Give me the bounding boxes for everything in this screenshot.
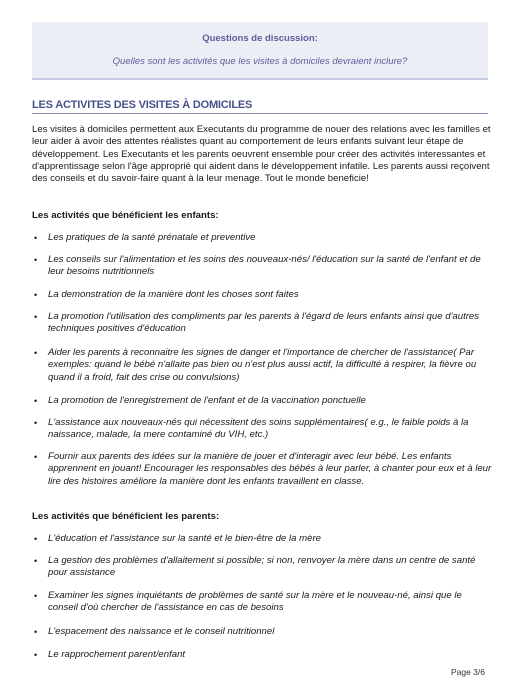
discussion-box [32, 22, 488, 80]
bullet-icon: • [34, 290, 38, 300]
list-item [32, 626, 492, 638]
intro-paragraph: Les visites à domiciles permettent aux Executants du programme de nouer des relations avec les familles et leur aider à avoir des attentes réalistes quant au comportement de leurs enfants suivant leur étape de développement. Les Executants et les parents oeuvrent ensemble pour créer des activités interessantes et d'apprentissage selon l'âge approprié qui aident dans le développement infatile. Les parents aussi reçoivent des conseils et du savoir-faire quant à la leur menage. Tout le monde beneficie! [32, 124, 491, 185]
parents-activities-heading: Les activités que bénéficient les parents: [32, 511, 220, 522]
bullet-icon: • [34, 627, 38, 637]
list-item-text: Fournir aux parents des idées sur la manière de jouer et d'interagir avec leur bébé. Les enfants apprennent en jouant! Encourager les responsables des bébés à leur parler, à chanter pour eux et à leur lire des histoires améliore la manière dont les enfants travaillent en classe. [48, 451, 492, 487]
list-item [32, 649, 492, 661]
list-item [32, 311, 492, 336]
list-item-text: Examiner les signes inquiétants de problèmes de santé sur la mère et le nouveau-né, ainsi que le conseil d'où chercher de l'assistance en cas de besoins [48, 590, 462, 614]
list-item-text: L'espacement des naissance et le conseil nutritionnel [48, 626, 275, 637]
bullet-icon: • [34, 534, 38, 544]
list-item [32, 232, 492, 244]
section-divider [32, 113, 488, 114]
bullet-icon: • [34, 418, 38, 428]
section-title: LES ACTIVITES DES VISITES À DOMICILES [32, 99, 253, 111]
list-item [32, 395, 492, 407]
list-item [32, 289, 492, 301]
list-item-text: La gestion des problèmes d'allaitement si possible; si non, renvoyer la mère dans un centre de santé pour assistance [48, 555, 476, 579]
list-item [32, 451, 492, 488]
bullet-icon: • [34, 650, 38, 660]
list-item [32, 254, 492, 279]
discussion-title: Questions de discussion: [202, 33, 318, 44]
list-item-text: L'assistance aux nouveaux-nés qui nécessitent des soins supplémentaires( e.g., le faible poids à la naissance, malade, la mere contaminé du VIH, etc.) [48, 417, 469, 441]
bullet-icon: • [34, 396, 38, 406]
bullet-icon: • [34, 255, 38, 265]
discussion-question: Quelles sont les activités que les visites à domiciles devraient inclure? [112, 56, 408, 67]
list-item [32, 417, 492, 442]
list-item-text: L'éducation et l'assistance sur la santé et le bien-être de la mère [48, 533, 321, 544]
list-item [32, 533, 492, 545]
bullet-icon: • [34, 556, 38, 566]
list-item-text: La promotion l'utilisation des compliments par les parents à l'égard de leurs enfants ainsi que d'autres techniques positives d'éducation [48, 311, 480, 335]
list-item-text: Les pratiques de la santé prénatale et preventive [48, 232, 256, 243]
list-item [32, 555, 492, 580]
list-item-text: Le rapprochement parent/enfant [48, 649, 186, 660]
bullet-icon: • [34, 233, 38, 243]
bullet-icon: • [34, 312, 38, 322]
list-item-text: Les conseils sur l'alimentation et les soins des nouveaux-nés/ l'éducation sur la santé de l'enfant et de leur besoins nutritionnels [48, 254, 481, 278]
children-activities-heading: Les activités que bénéficient les enfants: [32, 210, 219, 221]
list-item [32, 347, 492, 384]
list-item [32, 590, 492, 615]
list-item-text: La promotion de l'enregistrement de l'enfant et de la vaccination ponctuelle [48, 395, 366, 406]
bullet-icon: • [34, 591, 38, 601]
bullet-icon: • [34, 348, 38, 358]
list-item-text: La demonstration de la manière dont les choses sont faites [48, 289, 299, 300]
bullet-icon: • [34, 452, 38, 462]
list-item-text: Aider les parents à reconnaitre les signes de danger et l'importance de chercher de l'assistance( Par exemples: quand le bébé n'allaite pas bien ou n'est plus aussi actif, la difficulté à respirer, la fièvre ou quand il a froid, fait des crise ou convulsions) [48, 347, 477, 383]
page-number: Page 3/6 [450, 667, 485, 677]
